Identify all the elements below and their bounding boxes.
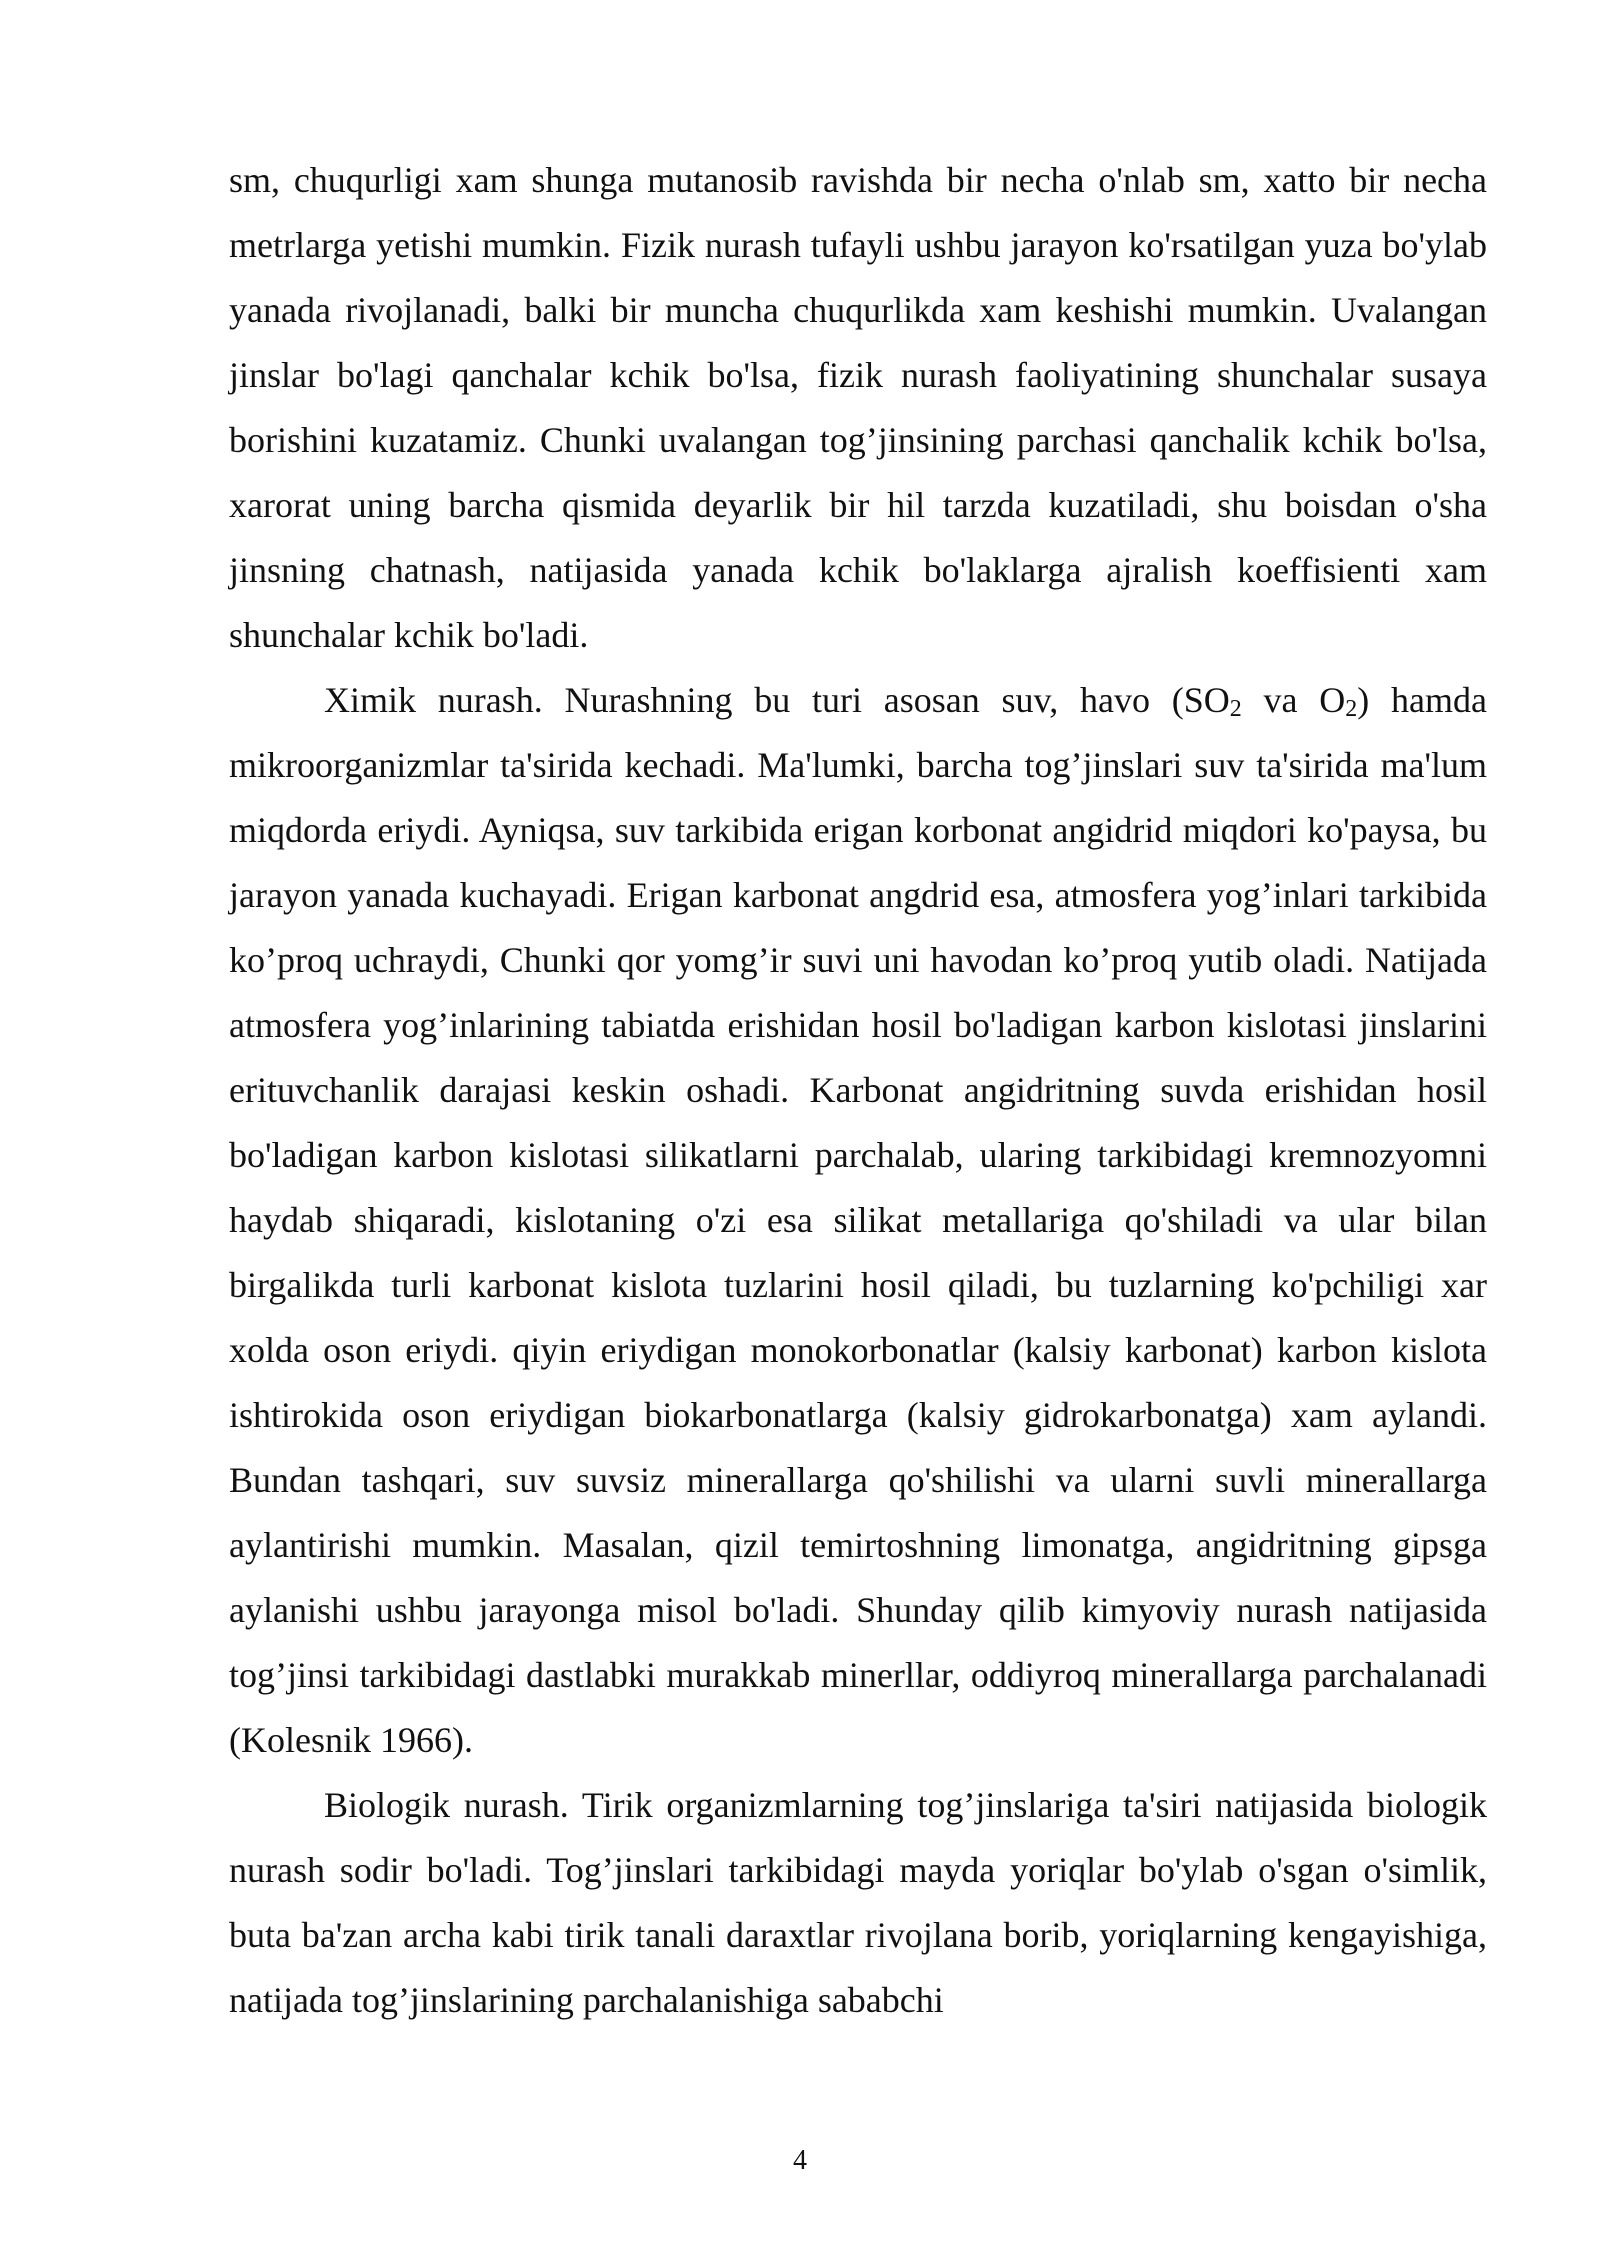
subscript: 2 (1229, 696, 1242, 722)
paragraph-chemical-weathering (229, 668, 1487, 1773)
paragraph-biological-weathering: Biologik nurash. Tirik organizmlarning tog’jinslariga ta'siri natijasida biologik nurash sodir bo'ladi. Tog’jinslari tarkibidagi mayda yoriqlar bo'ylab o'sgan o'simlik, buta ba'zan archa kabi tirik tanali daraxtlar rivojlana borib, yoriqlarning kengayishiga, natijada tog’jinslarining parchalanishiga sababchi (229, 1785, 1487, 2020)
paragraph-text: ) hamda mikroorganizmlar ta'sirida kechadi. Ma'lumki, barcha tog’jinslari suv ta'sirida ma'lum miqdorda eriydi. Ayniqsa, suv tarkibida erigan korbonat angidrid miqdori ko'paysa, bu jarayon yanada kuchayadi. Erigan karbonat angdrid esa, atmosfera yog’inlari tarkibida ko’proq uchraydi, Chunki qor yomg’ir suvi uni havodan ko’proq yutib oladi. Natijada atmosfera yog’inlarining tabiatda erishidan hosil bo'ladigan karbon kislotasi jinslarini erituvchanlik darajasi keskin oshadi. Karbonat angidritning suvda erishidan hosil bo'ladigan karbon kislotasi silikatlarni parchalab, ularing tarkibidagi kremnozyomni haydab shiqaradi, kislotaning o'zi esa silikat metallariga qo'shiladi va ular bilan birgalikda turli karbonat kislota tuzlarini hosil qiladi, bu tuzlarning ko'pchiligi xar xolda oson eriydi. qiyin eriydigan monokorbonatlar (kalsiy karbonat) karbon kislota ishtirokida oson eriydigan biokarbonatlarga (kalsiy gidrokarbonatga) xam aylandi. Bundan tashqari, suv suvsiz minerallarga qo'shilishi va ularni suvli minerallarga aylantirishi mumkin. Masalan, qizil temirtoshning limonatga, angidritning gipsga aylanishi ushbu jarayonga misol bo'ladi. Shunday qilib kimyoviy nurash natijasida tog’jinsi tarkibidagi dastlabki murakkab minerllar, oddiyroq minerallarga parchalanadi (Kolesnik 1966). (229, 680, 1487, 1760)
paragraph-text: Ximik nurash. Nurashning bu turi asosan suv, havo (SO (324, 680, 1230, 720)
paragraph-text: va O (1241, 680, 1346, 720)
body-text (229, 148, 1487, 2033)
paragraph-physical-weathering-end: sm, chuqurligi xam shunga mutanosib ravishda bir necha o'nlab sm, xatto bir necha metrlarga yetishi mumkin. Fizik nurash tufayli ushbu jarayon ko'rsatilgan yuza bo'ylab yanada rivojlanadi, balki bir muncha chuqurlikda xam keshishi mumkin. Uvalangan jinslar bo'lagi qanchalar kchik bo'lsa, fizik nurash faoliyatining shunchalar susaya borishini kuzatamiz. Chunki uvalangan tog’jinsining parchasi qanchalik kchik bo'lsa, xarorat uning barcha qismida deyarlik bir hil tarzda kuzatiladi, shu boisdan o'sha jinsning chatnash, natijasida yanada kchik bo'laklarga ajralish koeffisienti xam shunchalar kchik bo'ladi. (229, 160, 1487, 655)
page-number: 4 (793, 2145, 807, 2176)
subscript: 2 (1345, 696, 1358, 722)
